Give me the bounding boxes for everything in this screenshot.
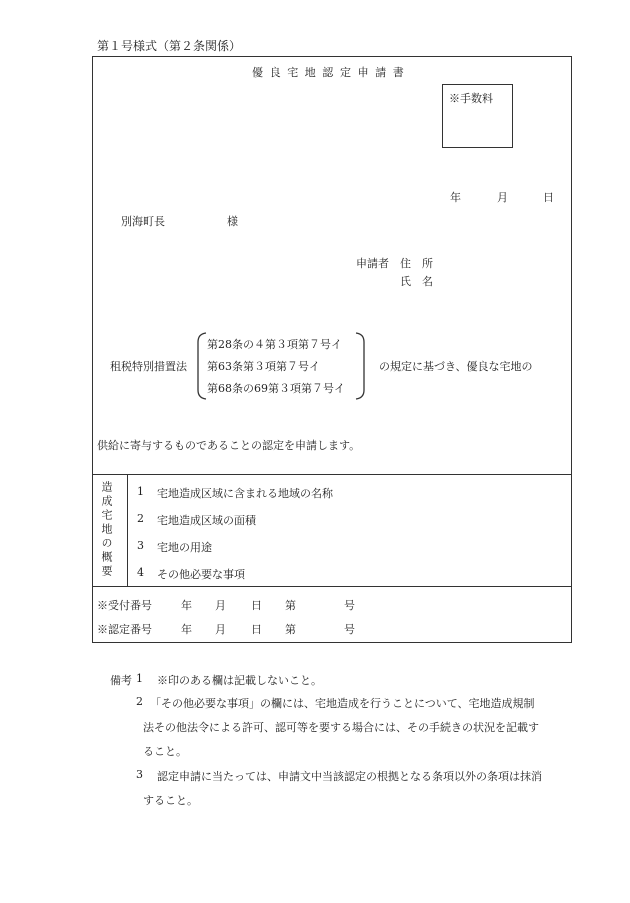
summary-item-3-text: 宅地の用途 — [157, 541, 212, 554]
certification-year: 年 — [181, 623, 192, 636]
summary-column-divider — [127, 474, 128, 586]
receipt-day: 日 — [251, 599, 262, 612]
note-1-line-1: ※印のある欄は記載しないこと。 — [157, 674, 322, 687]
form-title: 優良宅地認定申請書 — [252, 66, 411, 79]
applicant-label: 申請者 — [356, 257, 389, 270]
note-2-line-2: 法その他法令による許可、認可等を要する場合には、その手続きの状況を記載す — [143, 721, 539, 734]
form-number: 第１号様式（第２条関係） — [97, 39, 242, 53]
law-clause-2: 第63条第３項第７号イ — [207, 360, 320, 373]
note-2-line-3: ること。 — [143, 745, 187, 758]
law-name: 租税特別措置法 — [110, 360, 187, 373]
summary-top-divider — [92, 474, 572, 475]
summary-header: 造成宅地の概要 — [100, 481, 113, 579]
note-3-line-1: 認定申請に当たっては、申請文中当該認定の根拠となる条項以外の条項は抹消 — [157, 770, 542, 783]
note-3-line-2: すること。 — [143, 794, 198, 807]
receipt-label: ※受付番号 — [97, 599, 152, 612]
name-label: 氏 名 — [400, 275, 433, 288]
summary-item-2-no: 2 — [137, 512, 144, 525]
note-2-line-1: 「その他必要な事項」の欄には、宅地造成を行うことについて、宅地造成規制 — [150, 697, 535, 710]
certification-go: 号 — [344, 623, 355, 636]
note-3-no: 3 — [136, 768, 143, 781]
summary-item-3-no: 3 — [137, 539, 144, 552]
law-clause-3: 第68条の69第３項第７号イ — [207, 382, 345, 395]
receipt-dai: 第 — [285, 599, 296, 612]
summary-item-1-text: 宅地造成区域に含まれる地域の名称 — [157, 487, 333, 500]
receipt-go: 号 — [344, 599, 355, 612]
date-year: 年 — [450, 191, 461, 204]
receipt-month: 月 — [215, 599, 226, 612]
receipt-top-divider — [92, 586, 572, 587]
certification-dai: 第 — [285, 623, 296, 636]
date-day: 日 — [543, 191, 554, 204]
summary-item-1-no: 1 — [137, 485, 144, 498]
certification-day: 日 — [251, 623, 262, 636]
right-paren-icon — [355, 332, 365, 400]
law-suffix: の規定に基づき、優良な宅地の — [379, 360, 533, 373]
law-clause-1: 第28条の４第３項第７号イ — [207, 338, 342, 351]
summary-item-4-text: その他必要な事項 — [157, 568, 245, 581]
note-1-no: 1 — [136, 672, 143, 685]
date-month: 月 — [497, 191, 508, 204]
summary-item-2-text: 宅地造成区域の面積 — [157, 514, 256, 527]
left-paren-icon — [197, 332, 207, 400]
certification-month: 月 — [215, 623, 226, 636]
address-label: 住 所 — [400, 257, 433, 270]
fee-label: ※手数料 — [449, 92, 493, 105]
summary-item-4-no: 4 — [137, 566, 144, 579]
receipt-year: 年 — [181, 599, 192, 612]
addressee-honorific: 様 — [227, 215, 238, 228]
certification-label: ※認定番号 — [97, 623, 152, 636]
note-2-no: 2 — [136, 695, 143, 708]
notes-label: 備考 — [110, 674, 132, 687]
addressee-name: 別海町長 — [121, 215, 165, 228]
law-continuation: 供給に寄与するものであることの認定を申請します。 — [97, 439, 361, 452]
